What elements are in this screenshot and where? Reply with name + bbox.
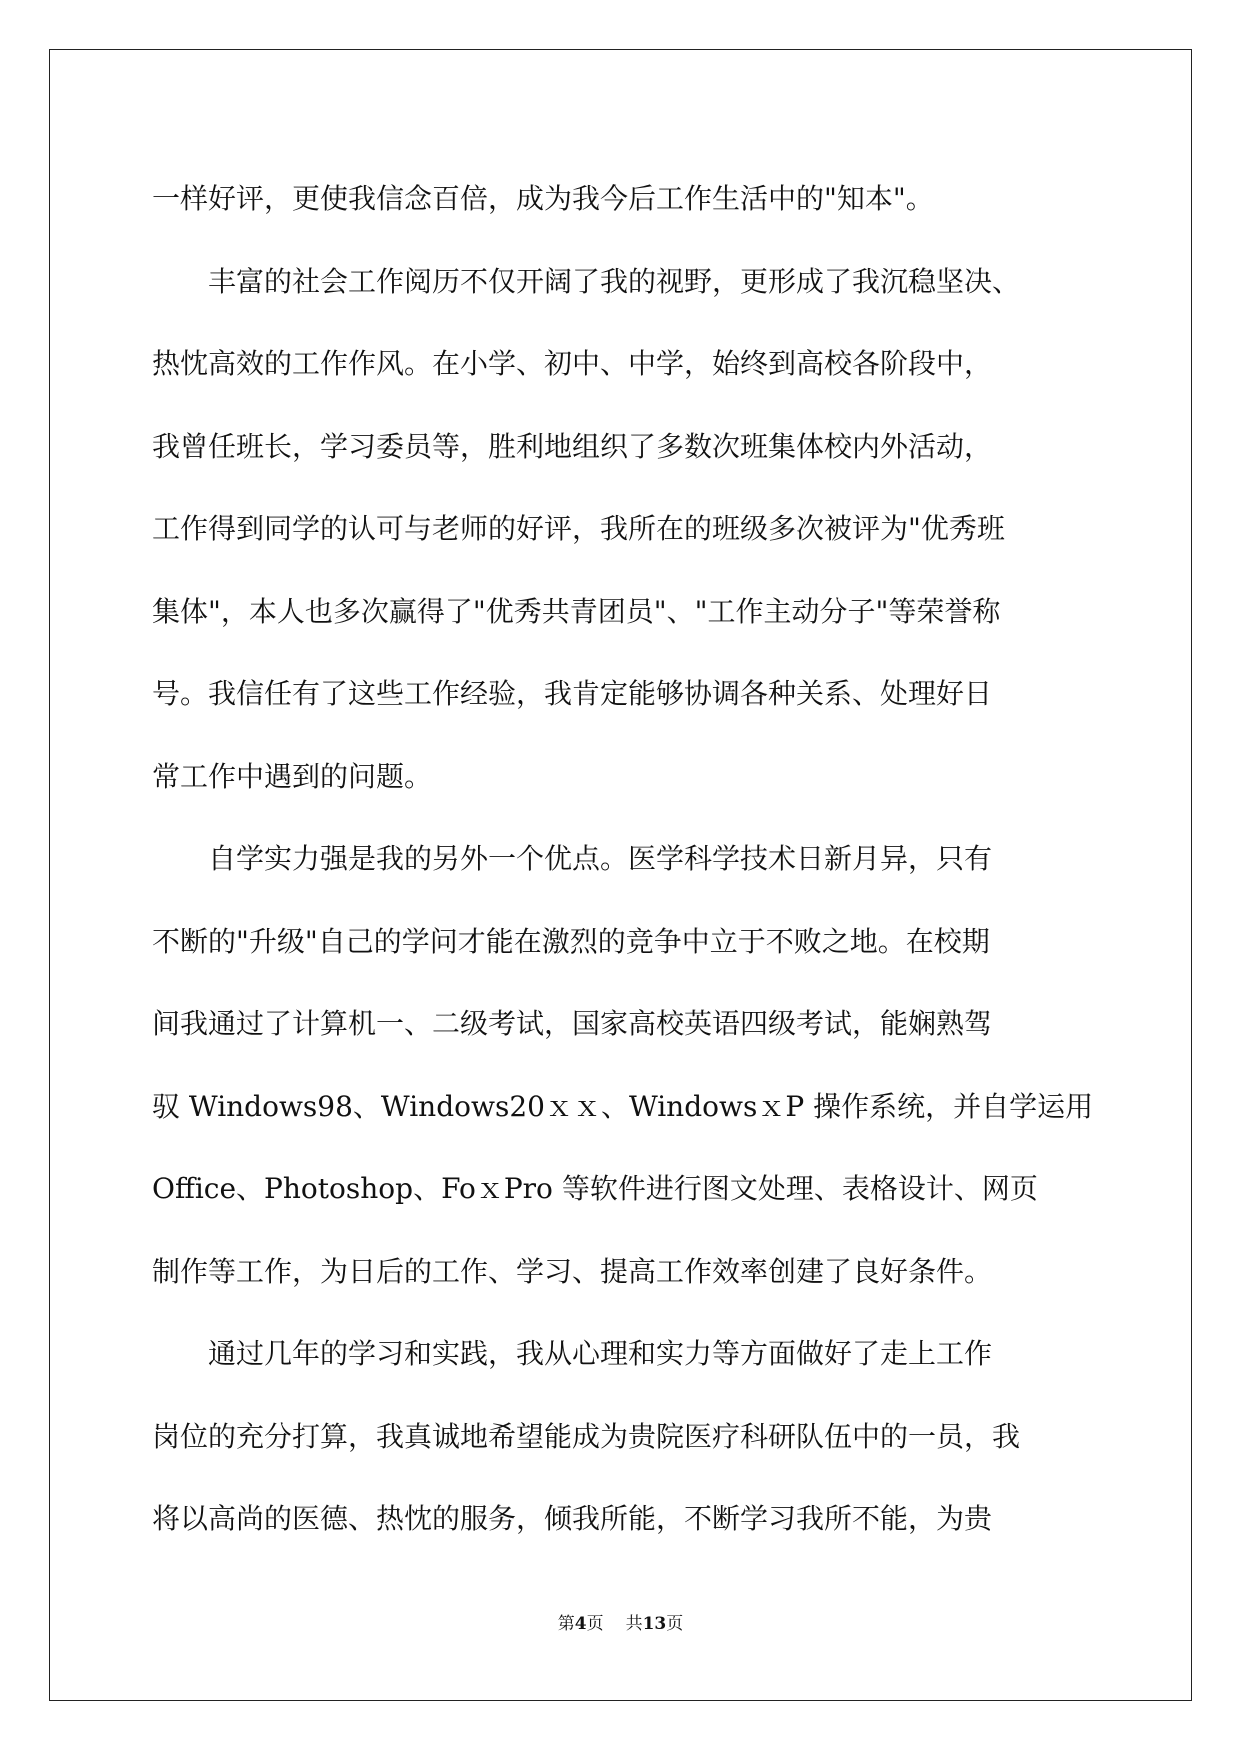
body-line-4: 我曾任班长，学习委员等，胜利地组织了多数次班集体校内外活动， — [152, 429, 993, 463]
body-line-3: 热忱高效的工作作风。在小学、初中、中学，始终到高校各阶段中， — [152, 347, 993, 380]
page-label-suffix: 页 — [586, 1614, 604, 1634]
page-label-prefix: 第 — [557, 1614, 575, 1634]
body-line-6: 集体"，本人也多次赢得了"优秀共青团员"、"工作主动分子"等荣誉称 — [152, 594, 1001, 628]
total-label-prefix: 共 — [625, 1614, 643, 1634]
body-line-9: 自学实力强是我的另外一个优点。医学科学技术日新月异，只有 — [152, 842, 993, 875]
body-line-7: 号。我信任有了这些工作经验，我肯定能够协调各种关系、处理好日 — [152, 677, 993, 710]
body-line-17: 将以高尚的医德、热忱的服务，倾我所能，不断学习我所不能，为贵 — [152, 1502, 993, 1535]
document-body — [152, 158, 1094, 1561]
body-line-16: 岗位的充分打算，我真诚地希望能成为贵院医疗科研队伍中的一员，我 — [152, 1419, 1021, 1453]
page-number: 4 — [574, 1614, 587, 1634]
body-line-14: 制作等工作，为日后的工作、学习、提高工作效率创建了良好条件。 — [152, 1254, 993, 1288]
body-line-11: 间我通过了计算机一、二级考试，国家高校英语四级考试，能娴熟驾 — [152, 1007, 993, 1040]
body-line-8: 常工作中遇到的问题。 — [152, 759, 433, 793]
total-pages: 13 — [642, 1614, 667, 1634]
page-footer — [0, 1614, 1241, 1634]
body-line-15: 通过几年的学习和实践，我从心理和实力等方面做好了走上工作 — [152, 1337, 993, 1370]
body-line-5: 工作得到同学的认可与老师的好评，我所在的班级多次被评为"优秀班 — [152, 512, 1005, 545]
body-line-13: Office、Photoshop、FoｘPro 等软件进行图文处理、表格设计、网页 — [152, 1172, 1038, 1205]
body-line-2: 丰富的社会工作阅历不仅开阔了我的视野，更形成了我沉稳坚决、 — [152, 264, 1021, 298]
total-label-suffix: 页 — [666, 1614, 684, 1634]
body-line-1: 一样好评，更使我信念百倍，成为我今后工作生活中的"知本"。 — [152, 182, 934, 215]
body-line-12: 驭 Windows98、Windows20ｘｘ、WindowsｘP 操作系统，并自学运用 — [152, 1089, 1094, 1123]
body-line-10: 不断的"升级"自己的学问才能在激烈的竞争中立于不败之地。在校期 — [152, 924, 990, 958]
